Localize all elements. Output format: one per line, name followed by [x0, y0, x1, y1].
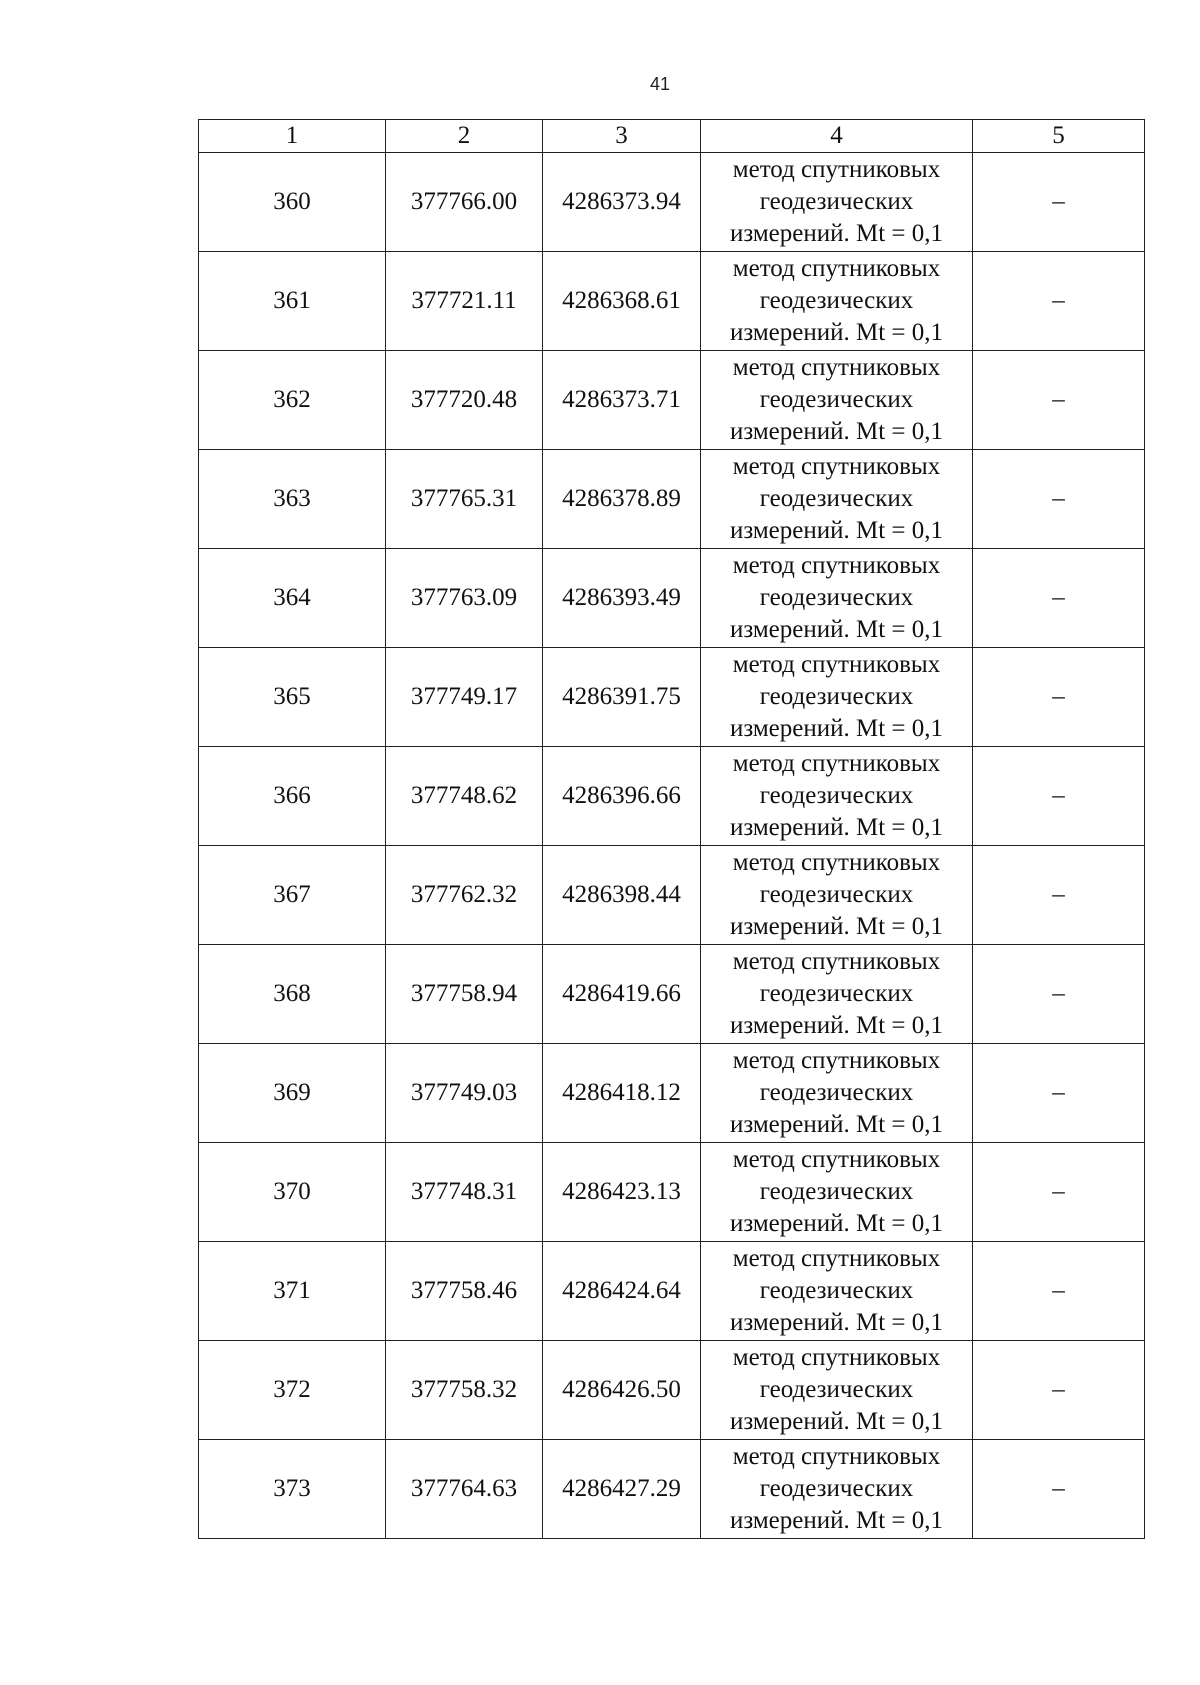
method-line: измерений. Mt = 0,1 [729, 1210, 944, 1237]
note-cell: – [973, 945, 1145, 1044]
method-line: измерений. Mt = 0,1 [729, 1012, 944, 1039]
method-line: метод спутниковых [732, 1344, 941, 1371]
table-row [199, 1440, 1145, 1539]
point-number-cell: 365 [199, 648, 386, 747]
header-cell: 3 [543, 120, 701, 153]
table-row [199, 747, 1145, 846]
table-row [199, 945, 1145, 1044]
method-line: геодезических [759, 1178, 914, 1205]
method-line: метод спутниковых [732, 354, 941, 381]
y-coordinate-cell: 4286418.12 [543, 1044, 701, 1143]
method-line: геодезических [759, 980, 914, 1007]
table-row [199, 351, 1145, 450]
x-coordinate-cell: 377758.32 [386, 1341, 543, 1440]
point-number-cell: 371 [199, 1242, 386, 1341]
note-cell: – [973, 1440, 1145, 1539]
method-cell [701, 1341, 973, 1440]
method-cell [701, 351, 973, 450]
method-line: измерений. Mt = 0,1 [729, 616, 944, 643]
header-cell: 5 [973, 120, 1145, 153]
y-coordinate-cell: 4286423.13 [543, 1143, 701, 1242]
table-row [199, 1242, 1145, 1341]
method-line: метод спутниковых [732, 849, 941, 876]
table-row [199, 1044, 1145, 1143]
point-number-cell: 360 [199, 153, 386, 252]
method-line: измерений. Mt = 0,1 [729, 1309, 944, 1336]
method-cell [701, 1242, 973, 1341]
method-line: измерений. Mt = 0,1 [729, 319, 944, 346]
method-line: измерений. Mt = 0,1 [729, 517, 944, 544]
point-number-cell: 361 [199, 252, 386, 351]
y-coordinate-cell: 4286373.94 [543, 153, 701, 252]
method-line: метод спутниковых [732, 1047, 941, 1074]
point-number-cell: 366 [199, 747, 386, 846]
note-cell: – [973, 351, 1145, 450]
method-line: метод спутниковых [732, 255, 941, 282]
point-number-cell: 364 [199, 549, 386, 648]
y-coordinate-cell: 4286391.75 [543, 648, 701, 747]
table-row [199, 252, 1145, 351]
method-line: измерений. Mt = 0,1 [729, 1408, 944, 1435]
point-number-cell: 368 [199, 945, 386, 1044]
method-line: измерений. Mt = 0,1 [729, 1507, 944, 1534]
method-line: геодезических [759, 485, 914, 512]
note-cell: – [973, 1242, 1145, 1341]
y-coordinate-cell: 4286393.49 [543, 549, 701, 648]
x-coordinate-cell: 377758.94 [386, 945, 543, 1044]
method-cell [701, 252, 973, 351]
table-row [199, 549, 1145, 648]
table-row [199, 648, 1145, 747]
y-coordinate-cell: 4286419.66 [543, 945, 701, 1044]
method-line: измерений. Mt = 0,1 [729, 814, 944, 841]
x-coordinate-cell: 377763.09 [386, 549, 543, 648]
note-cell: – [973, 747, 1145, 846]
method-line: геодезических [759, 782, 914, 809]
point-number-cell: 362 [199, 351, 386, 450]
method-line: измерений. Mt = 0,1 [729, 913, 944, 940]
x-coordinate-cell: 377748.62 [386, 747, 543, 846]
table-header-row [199, 120, 1145, 153]
y-coordinate-cell: 4286398.44 [543, 846, 701, 945]
y-coordinate-cell: 4286427.29 [543, 1440, 701, 1539]
note-cell: – [973, 252, 1145, 351]
method-line: метод спутниковых [732, 1245, 941, 1272]
x-coordinate-cell: 377762.32 [386, 846, 543, 945]
x-coordinate-cell: 377749.03 [386, 1044, 543, 1143]
x-coordinate-cell: 377749.17 [386, 648, 543, 747]
note-cell: – [973, 549, 1145, 648]
table-row [199, 1341, 1145, 1440]
point-number-cell: 367 [199, 846, 386, 945]
x-coordinate-cell: 377764.63 [386, 1440, 543, 1539]
method-line: метод спутниковых [732, 453, 941, 480]
note-cell: – [973, 1341, 1145, 1440]
method-line: геодезических [759, 1376, 914, 1403]
method-line: метод спутниковых [732, 1146, 941, 1173]
note-cell: – [973, 153, 1145, 252]
point-number-cell: 373 [199, 1440, 386, 1539]
method-line: метод спутниковых [732, 552, 941, 579]
method-line: геодезических [759, 881, 914, 908]
point-number-cell: 372 [199, 1341, 386, 1440]
method-line: измерений. Mt = 0,1 [729, 220, 944, 247]
method-line: геодезических [759, 287, 914, 314]
y-coordinate-cell: 4286368.61 [543, 252, 701, 351]
y-coordinate-cell: 4286426.50 [543, 1341, 701, 1440]
method-line: измерений. Mt = 0,1 [729, 1111, 944, 1138]
coordinates-table [198, 119, 1145, 1539]
note-cell: – [973, 648, 1145, 747]
note-cell: – [973, 1044, 1145, 1143]
method-cell [701, 1143, 973, 1242]
point-number-cell: 370 [199, 1143, 386, 1242]
method-line: геодезических [759, 188, 914, 215]
x-coordinate-cell: 377765.31 [386, 450, 543, 549]
method-cell [701, 153, 973, 252]
method-cell [701, 648, 973, 747]
header-cell: 2 [386, 120, 543, 153]
method-cell [701, 945, 973, 1044]
x-coordinate-cell: 377758.46 [386, 1242, 543, 1341]
x-coordinate-cell: 377721.11 [386, 252, 543, 351]
page-number: 41 [649, 74, 671, 94]
method-line: измерений. Mt = 0,1 [729, 418, 944, 445]
method-line: геодезических [759, 386, 914, 413]
y-coordinate-cell: 4286396.66 [543, 747, 701, 846]
x-coordinate-cell: 377766.00 [386, 153, 543, 252]
x-coordinate-cell: 377720.48 [386, 351, 543, 450]
method-cell [701, 549, 973, 648]
table-row [199, 846, 1145, 945]
table-row [199, 1143, 1145, 1242]
method-cell [701, 747, 973, 846]
method-line: геодезических [759, 1079, 914, 1106]
x-coordinate-cell: 377748.31 [386, 1143, 543, 1242]
method-line: метод спутниковых [732, 948, 941, 975]
method-line: геодезических [759, 1475, 914, 1502]
table-body [199, 120, 1145, 1539]
method-cell [701, 846, 973, 945]
point-number-cell: 369 [199, 1044, 386, 1143]
table-row [199, 153, 1145, 252]
point-number-cell: 363 [199, 450, 386, 549]
header-cell: 1 [199, 120, 386, 153]
header-cell: 4 [701, 120, 973, 153]
y-coordinate-cell: 4286378.89 [543, 450, 701, 549]
note-cell: – [973, 846, 1145, 945]
note-cell: – [973, 450, 1145, 549]
y-coordinate-cell: 4286373.71 [543, 351, 701, 450]
method-line: геодезических [759, 683, 914, 710]
method-cell [701, 450, 973, 549]
table-row [199, 450, 1145, 549]
method-line: геодезических [759, 1277, 914, 1304]
method-line: метод спутниковых [732, 651, 941, 678]
method-line: метод спутниковых [732, 1443, 941, 1470]
method-line: метод спутниковых [732, 750, 941, 777]
method-line: измерений. Mt = 0,1 [729, 715, 944, 742]
y-coordinate-cell: 4286424.64 [543, 1242, 701, 1341]
method-cell [701, 1044, 973, 1143]
method-line: метод спутниковых [732, 156, 941, 183]
method-cell [701, 1440, 973, 1539]
method-line: геодезических [759, 584, 914, 611]
note-cell: – [973, 1143, 1145, 1242]
